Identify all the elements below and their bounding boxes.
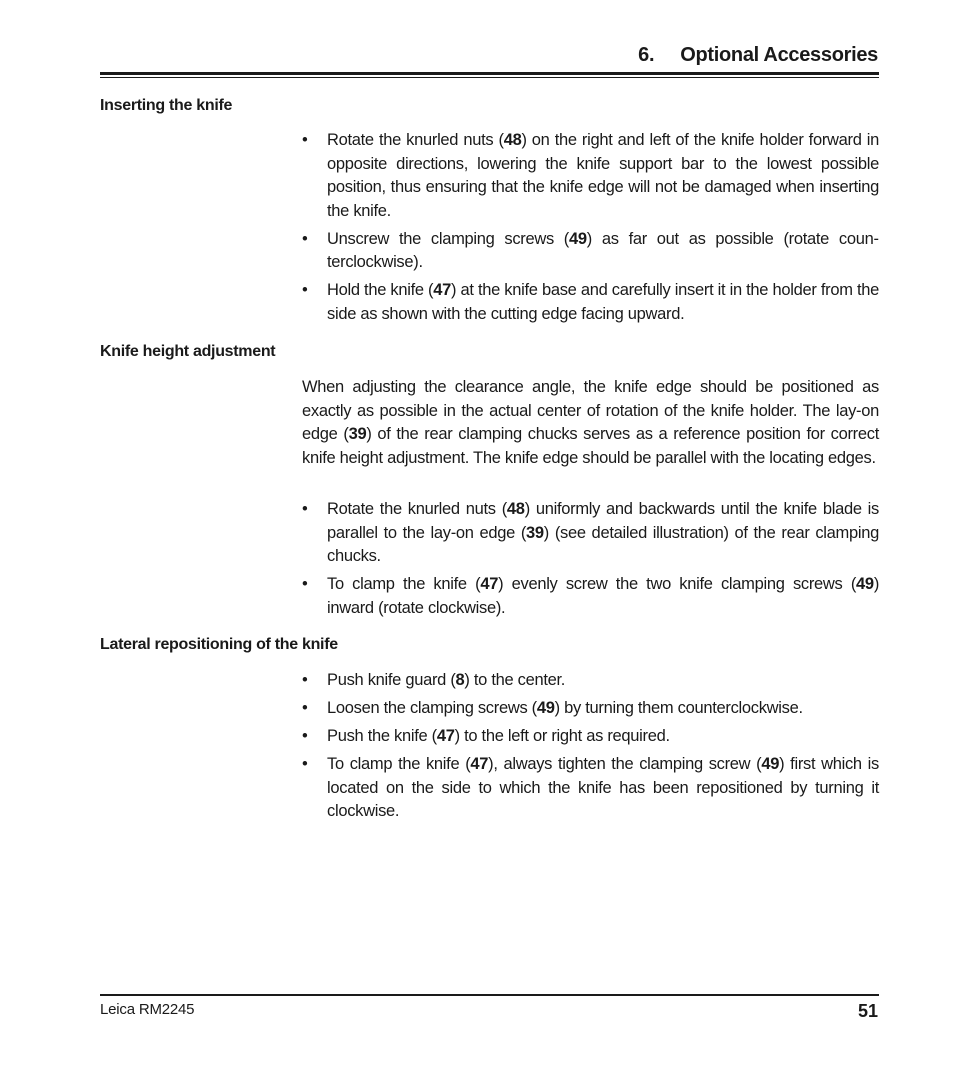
- section-heading-lateral-repositioning: Lateral repositioning of the knife: [100, 636, 338, 653]
- bullet-icon: •: [302, 699, 308, 717]
- part-reference-number: 47: [433, 281, 451, 299]
- bullet-item: • To clamp the knife (47) evenly screw the two knife clamping screws (49) inward (rotate clockwise).: [302, 575, 880, 617]
- header-rule-thick: [100, 72, 879, 75]
- bullet-icon: •: [302, 500, 308, 518]
- bullet-item: • Loosen the clamping screws (49) by turning them counterclockwise.: [302, 697, 879, 721]
- part-reference-number: 39: [348, 425, 367, 443]
- paragraph-knife-height: When adjusting the clearance angle, the knife edge should be positioned as exactly as possible in the actual center of rotation of the knife holder. The lay-on edge (39) of the rear clamping chucks serves as a reference position for correct knife height adjustment. The knife edge should be parallel with the locating edges.: [302, 378, 879, 467]
- bullet-icon: •: [302, 575, 308, 593]
- part-reference-number: 47: [470, 755, 489, 773]
- part-reference-number: 47: [436, 727, 455, 745]
- part-reference-number: 48: [506, 500, 525, 518]
- section-heading-inserting-knife: Inserting the knife: [100, 97, 233, 114]
- part-reference-number: 39: [526, 523, 544, 542]
- bullet-icon: •: [302, 229, 308, 248]
- bullet-item: • To clamp the knife (47), always tighten the clamping screw (49) first which is located on the side to which the knife has been repositioned by turning it clockwise.: [302, 755, 879, 820]
- section-heading-knife-height: Knife height adjustment: [100, 343, 276, 360]
- footer-product-name: Leica RM2245: [100, 1001, 195, 1018]
- part-reference-number: 49: [856, 575, 874, 593]
- part-reference-number: 49: [761, 755, 780, 773]
- header-rule-thin: [100, 77, 879, 78]
- part-reference-number: 49: [569, 229, 587, 248]
- chapter-header: [638, 44, 878, 67]
- part-reference-number: 49: [536, 699, 555, 717]
- part-reference-number: 8: [455, 671, 465, 689]
- bullet-icon: •: [302, 131, 308, 149]
- bullet-icon: •: [302, 727, 308, 745]
- footer-rule: [100, 994, 879, 996]
- part-reference-number: 48: [503, 131, 522, 149]
- bullet-list-lateral-repositioning: [302, 669, 879, 828]
- bullet-list-inserting-knife: [302, 129, 879, 331]
- bullet-item: • Rotate the knurled nuts (48) uniformly and backwards until the knife blade is parallel to the lay-on edge (39) (see detailed illustration) of the rear clamping chucks.: [302, 500, 879, 565]
- bullet-item: • Push knife guard (8) to the center.: [302, 669, 879, 693]
- chapter-title: Optional Accessories: [680, 44, 878, 66]
- part-reference-number: 47: [480, 575, 499, 593]
- bullet-item: • Hold the knife (47) at the knife base and carefully insert it in the holder from the side as shown with the cutting edge facing upward.: [302, 281, 879, 323]
- bullet-list-knife-height: [302, 498, 879, 625]
- chapter-number: 6.: [638, 44, 655, 66]
- bullet-item: • Push the knife (47) to the left or right as required.: [302, 725, 879, 749]
- bullet-icon: •: [302, 755, 308, 773]
- page-number: 51: [857, 1001, 878, 1021]
- bullet-icon: •: [302, 671, 308, 689]
- bullet-item: • Rotate the knurled nuts (48) on the right and left of the knife holder forward in opposite directions, lowering the knife support bar to the lowest possible position, thus ensuring that the knife edge will not be damaged when inserting the knife.: [302, 131, 879, 220]
- bullet-item: • Unscrew the clamping screws (49) as far out as possible (rotate counterclockwise).: [302, 229, 879, 271]
- bullet-icon: •: [302, 281, 308, 299]
